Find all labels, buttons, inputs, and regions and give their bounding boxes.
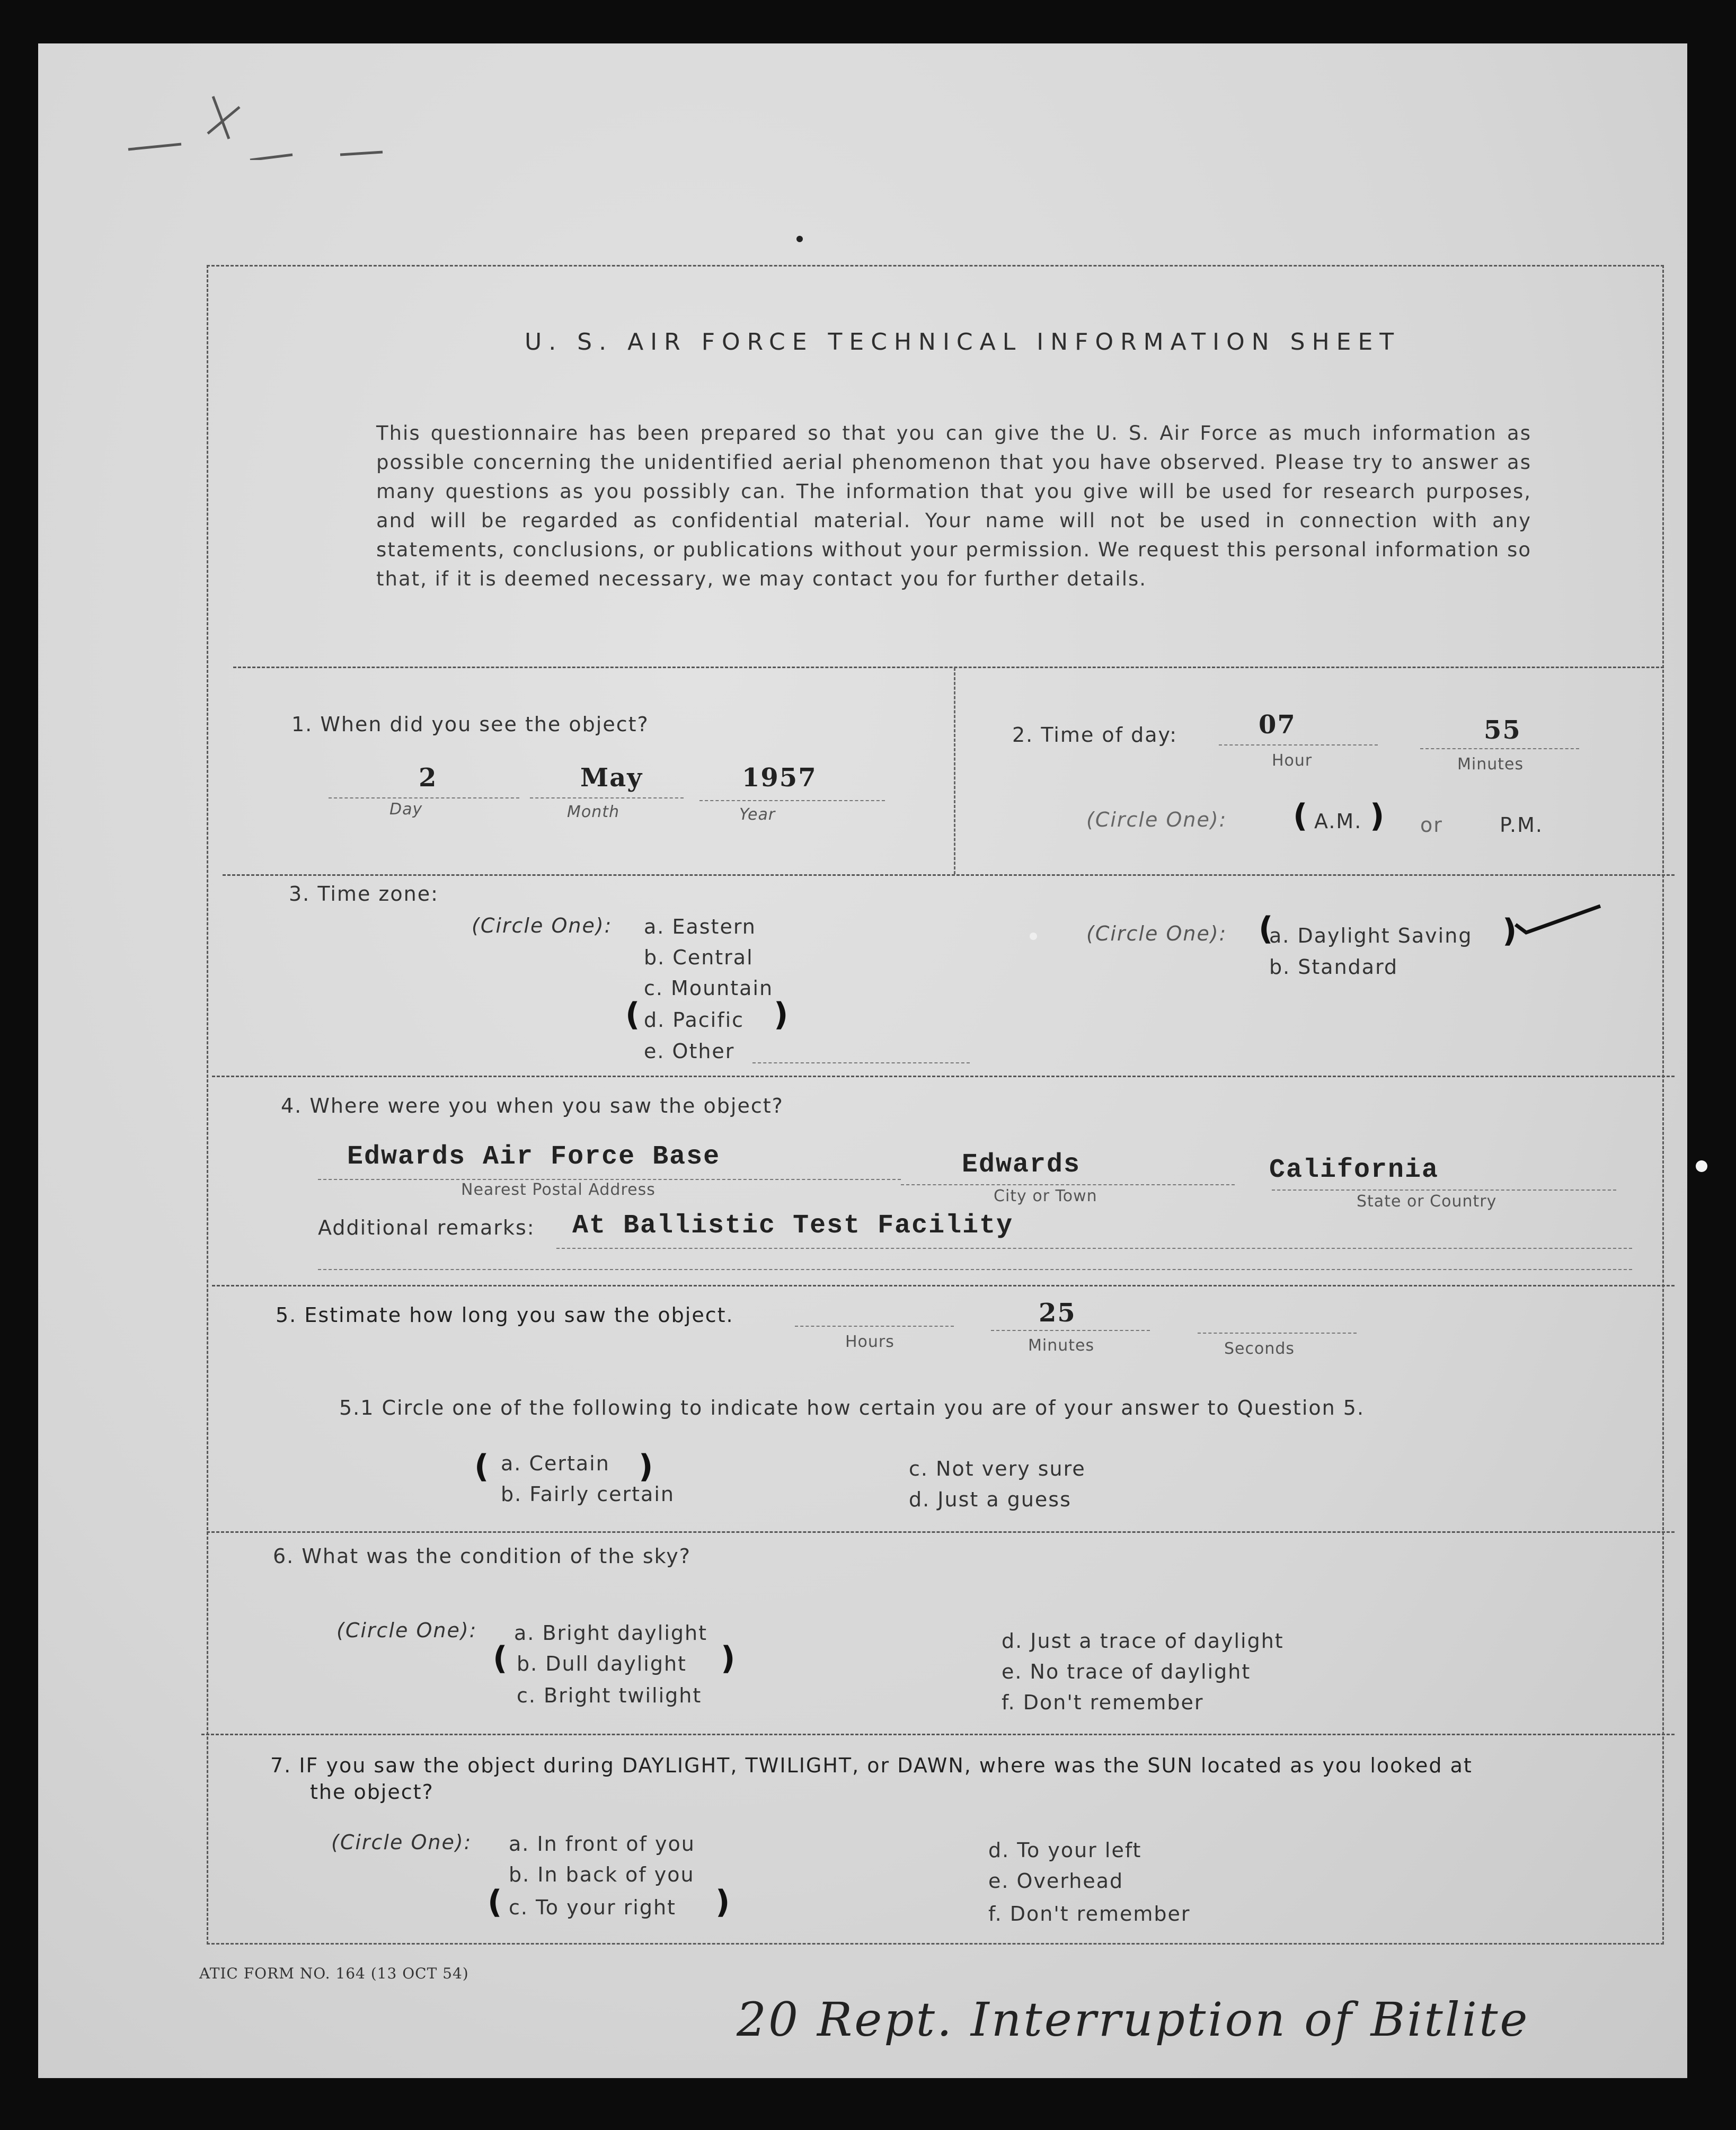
q6-circle-one: (Circle One): [336, 1619, 477, 1642]
q7-overhead: e. Overhead [988, 1869, 1124, 1893]
q5-just-a-guess: d. Just a guess [909, 1488, 1071, 1511]
intro-paragraph: This questionnaire has been prepared so that you can give the U. S. Air Force as much information as possible concerning the unidentified aerial phenomenon that you have observed. Please try to answer as many questions as you possibly can. The information that you give will be used for research purposes, and will be regarded as confidential material. Your name will not be used in connection with any statements, conclusions, or publications without your permission. We request this personal information so that, if it is deemed necessary, we may contact you for further details. [376, 422, 1531, 590]
q6-question: 6. What was the condition of the sky? [273, 1545, 691, 1568]
q7-circle-one: (Circle One): [331, 1831, 472, 1854]
divider-6 [201, 1734, 1675, 1735]
q4-remarks-line-1 [556, 1248, 1632, 1249]
q2-hour-label: Hour [1272, 751, 1313, 770]
q5-seconds-line [1198, 1333, 1357, 1334]
q3-central: b. Central [644, 946, 754, 969]
q5-question: 5. Estimate how long you saw the object. [276, 1303, 734, 1327]
q6-dull-close-paren: ) [721, 1640, 736, 1677]
q5-not-very-sure: c. Not very sure [909, 1457, 1086, 1480]
q6-dull-daylight: b. Dull daylight [517, 1652, 687, 1675]
q51-question: 5.1 Circle one of the following to indicate how certain you are of your answer to Question 5. [339, 1396, 1365, 1419]
q5-certain-close-paren: ) [639, 1448, 653, 1485]
q1-day-label: Day [389, 800, 423, 819]
q4-city-value: Edwards [962, 1150, 1081, 1180]
q2-question: 2. Time of day: [1012, 723, 1178, 747]
q4-address-value: Edwards Air Force Base [347, 1142, 721, 1172]
q3-other-line [752, 1062, 970, 1063]
q1-month-line [530, 797, 684, 798]
q3-daylight-open-paren: ( [1259, 910, 1273, 947]
q7-question-2: the object? [310, 1780, 434, 1804]
q3-circle-one-2: (Circle One): [1086, 922, 1227, 945]
q3-pacific-close-paren: ) [774, 996, 789, 1033]
q7-in-front: a. In front of you [509, 1832, 695, 1856]
q6-dont-remember: f. Don't remember [1002, 1691, 1204, 1714]
q6-bright-daylight: a. Bright daylight [514, 1621, 707, 1645]
q3-pacific-open-paren: ( [625, 996, 640, 1033]
q4-remarks-value: At Ballistic Test Facility [572, 1211, 1014, 1241]
q4-state-line [1272, 1190, 1616, 1191]
q4-remarks-line-2 [318, 1269, 1632, 1270]
q5-seconds-label: Seconds [1224, 1339, 1295, 1358]
q1-month-value: May [580, 763, 643, 793]
divider-3 [212, 1076, 1675, 1077]
form-footer: ATIC FORM NO. 164 (13 OCT 54) [199, 1965, 469, 1982]
q3-daylight-close-paren: ) [1502, 912, 1517, 949]
q2-am-open-paren: ( [1293, 797, 1308, 835]
q3-standard: b. Standard [1269, 955, 1398, 979]
q6-trace-daylight: d. Just a trace of daylight [1002, 1629, 1284, 1653]
q5-fairly-certain: b. Fairly certain [501, 1483, 675, 1506]
q3-question: 3. Time zone: [289, 882, 439, 906]
q7-in-back: b. In back of you [509, 1863, 695, 1886]
q6-bright-twilight: c. Bright twilight [517, 1684, 702, 1707]
q2-hour-value: 07 [1259, 710, 1296, 740]
q2-minutes-line [1420, 748, 1579, 749]
speck-3 [1696, 1160, 1707, 1172]
divider-vertical [954, 668, 955, 874]
q3-daylight-saving: a. Daylight Saving [1269, 924, 1473, 947]
q5-minutes-line [991, 1330, 1150, 1331]
checkmark-icon [1510, 901, 1606, 943]
q6-dull-open-paren: ( [493, 1640, 508, 1677]
q5-hours-label: Hours [845, 1333, 894, 1351]
scratch-marks-icon [118, 75, 436, 160]
q3-circle-one: (Circle One): [472, 914, 613, 937]
q5-hours-line [795, 1326, 954, 1327]
q1-year-value: 1957 [742, 763, 817, 793]
divider-4 [212, 1285, 1675, 1286]
q6-no-trace: e. No trace of daylight [1002, 1660, 1251, 1683]
q7-to-left: d. To your left [988, 1839, 1142, 1862]
speck-1 [796, 236, 803, 242]
q4-question: 4. Where were you when you saw the object? [281, 1094, 784, 1117]
q3-other: e. Other [644, 1040, 735, 1063]
speck-2 [1030, 933, 1037, 940]
q2-or: or [1420, 813, 1443, 837]
q4-city-label: City or Town [994, 1187, 1097, 1205]
q1-year-label: Year [739, 805, 776, 824]
q4-address-line [318, 1179, 901, 1180]
q2-minutes-label: Minutes [1457, 755, 1524, 774]
q1-month-label: Month [567, 803, 620, 821]
q7-right-open-paren: ( [488, 1884, 502, 1921]
q5-certain: a. Certain [501, 1452, 610, 1475]
q1-year-line [699, 800, 885, 801]
q7-question: 7. IF you saw the object during DAYLIGHT, TWILIGHT, or DAWN, where was the SUN located as you looked at [270, 1754, 1473, 1777]
q7-right-close-paren: ) [715, 1884, 730, 1921]
divider-5 [207, 1531, 1675, 1533]
q2-am: A.M. [1314, 810, 1362, 833]
q7-to-right: c. To your right [509, 1896, 676, 1919]
q4-state-label: State or Country [1357, 1192, 1497, 1211]
q1-day-line [329, 797, 519, 798]
form-title: U. S. AIR FORCE TECHNICAL INFORMATION SHEET [525, 329, 1401, 356]
q2-pm: P.M. [1500, 813, 1543, 837]
q4-remarks-label: Additional remarks: [318, 1216, 535, 1239]
q5-minutes-value: 25 [1039, 1298, 1076, 1328]
q3-mountain: c. Mountain [644, 977, 774, 1000]
q3-eastern: a. Eastern [644, 915, 756, 938]
q4-address-label: Nearest Postal Address [461, 1181, 656, 1199]
q4-state-value: California [1269, 1155, 1439, 1185]
divider-1 [233, 667, 1664, 668]
q2-minutes-value: 55 [1484, 715, 1521, 745]
divider-2 [223, 874, 1675, 876]
q3-pacific: d. Pacific [644, 1008, 745, 1032]
q2-circle-one: (Circle One): [1086, 808, 1227, 831]
q7-dont-remember: f. Don't remember [988, 1902, 1191, 1925]
q2-am-close-paren: ) [1370, 797, 1385, 835]
q4-city-line [901, 1184, 1235, 1185]
q5-minutes-label: Minutes [1028, 1336, 1095, 1355]
q5-certain-open-paren: ( [474, 1448, 489, 1485]
q1-question: 1. When did you see the object? [291, 713, 649, 736]
q2-hour-line [1219, 744, 1378, 746]
handwritten-note: 20 Rept. Interruption of Bitlite [737, 1992, 1530, 2047]
q1-day-value: 2 [419, 763, 438, 793]
